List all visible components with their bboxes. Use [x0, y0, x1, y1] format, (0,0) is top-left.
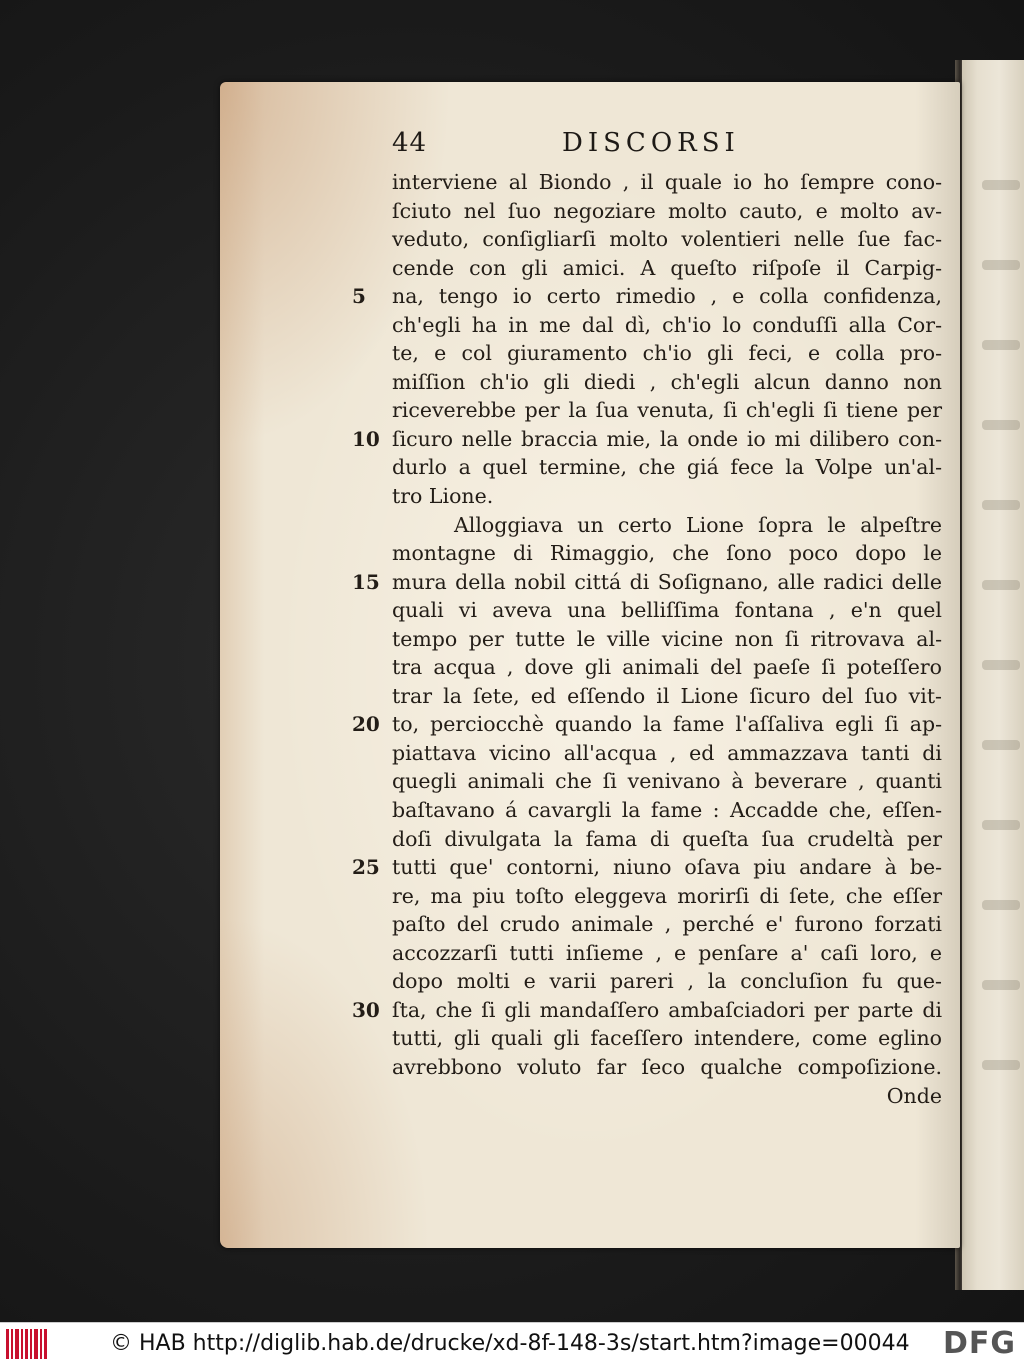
text-line [352, 710, 942, 739]
line-number: 30 [352, 997, 380, 1022]
text-line [392, 682, 942, 711]
library-barcode-icon [6, 1329, 48, 1359]
text-line [352, 568, 942, 597]
page-header [392, 128, 782, 162]
text-line [392, 767, 942, 796]
line-text: riceverebbe per la ſua venuta, ſi ch'egli ſi tiene per [392, 398, 942, 423]
line-text: doſi divulgata la fama di queſta ſua crudeltà per [392, 826, 942, 851]
line-text: re, ma piu toſto eleggeva morirſi di ſete, che eſſer [392, 883, 942, 908]
line-number: 5 [352, 284, 366, 309]
line-text: piattava vicino all'acqua , ed ammazzava tanti di [392, 740, 942, 765]
text-line [392, 967, 942, 996]
line-text: trar la ſete, ed eſſendo il Lione ſicuro del ſuo vit- [392, 683, 942, 708]
line-text: to, perciocchè quando la fame l'aſſaliva egli ſi ap- [392, 712, 942, 737]
line-text: Alloggiava un certo Lione ſopra le alpeſtre [454, 512, 942, 537]
line-text: accozzarſi tutti inſieme , e penſare a' caſi loro, e [392, 940, 942, 965]
text-line [392, 796, 942, 825]
line-text: quali vi aveva una belliſſima fontana , e'n quel [392, 598, 942, 623]
line-text: cende con gli amici. A queſto riſpoſe il Carpig- [392, 255, 942, 280]
page-number: 44 [392, 128, 428, 158]
text-line [392, 1053, 942, 1082]
line-text: te, e col giuramento ch'io gli feci, e colla pro- [392, 341, 942, 366]
text-line [392, 910, 942, 939]
ghost-text-line [982, 1060, 1020, 1070]
text-line [392, 596, 942, 625]
line-number: 25 [352, 855, 380, 880]
line-text: dopo molti e varii pareri , la concluſion fu que- [392, 969, 942, 994]
line-number: 10 [352, 426, 380, 451]
text-line [392, 739, 942, 768]
line-text: durlo a quel termine, che giá fece la Volpe un'al- [392, 455, 942, 480]
dfg-logo: DFG [942, 1326, 1016, 1361]
text-line [352, 282, 942, 311]
book-page [220, 82, 960, 1248]
line-text: baſtavano á cavargli la fame : Accadde che, eſſen- [392, 798, 942, 823]
text-line [392, 539, 942, 568]
ghost-text-line [982, 740, 1020, 750]
line-text: ſicuro nelle braccia mie, la onde io mi dilibero con- [392, 426, 942, 451]
line-text: avrebbono voluto far ſeco qualche compoſizione. [392, 1054, 942, 1079]
text-line [392, 882, 942, 911]
line-text: miſſion ch'io gli diedi , ch'egli alcun danno non [392, 369, 942, 394]
text-line [392, 197, 942, 226]
line-text: ſta, che ſi gli mandaſſero ambaſciadori per parte di [392, 997, 942, 1022]
ghost-text-line [982, 260, 1020, 270]
text-line [352, 425, 942, 454]
line-text: tempo per tutte le ville vicine non ſi ritrovava al- [392, 626, 942, 651]
copyright-text: © HAB http://diglib.hab.de/drucke/xd-8f-148-3s/start.htm?image=00044 [110, 1331, 910, 1356]
line-text: mura della nobil cittá di Soſignano, alle radici delle [392, 569, 942, 594]
line-text: quegli animali che ſi venivano à beverare , quanti [392, 769, 942, 794]
line-text: ſciuto nel ſuo negoziare molto cauto, e molto av- [392, 198, 942, 223]
text-line [392, 396, 942, 425]
line-text: tutti, gli quali gli faceſſero intendere, come eglino [392, 1026, 942, 1051]
ghost-text-line [982, 580, 1020, 590]
next-page-edge [962, 60, 1024, 1290]
text-line [392, 168, 942, 197]
ghost-text-line [982, 500, 1020, 510]
ghost-text-line [982, 820, 1020, 830]
text-line [392, 453, 942, 482]
line-text: tra acqua , dove gli animali del paeſe ſi poteſſero [392, 655, 942, 680]
viewer-footer [0, 1322, 1024, 1365]
running-head: DISCORSI [562, 128, 740, 158]
ghost-text-line [982, 900, 1020, 910]
catchword: Onde [886, 1083, 942, 1108]
text-line [392, 939, 942, 968]
text-line [392, 368, 942, 397]
line-text: paſto del crudo animale , perché e' furono forzati [392, 912, 942, 937]
ghost-text-line [982, 420, 1020, 430]
text-line [392, 254, 942, 283]
text-line [392, 653, 942, 682]
ghost-text-line [982, 660, 1020, 670]
ghost-text-line [982, 980, 1020, 990]
ghost-text-line [982, 180, 1020, 190]
text-line [392, 625, 942, 654]
body-text [352, 168, 942, 1110]
line-text: interviene al Biondo , il quale io ho ſempre cono- [392, 170, 942, 194]
text-line [392, 511, 942, 540]
text-line [392, 1024, 942, 1053]
text-line [392, 825, 942, 854]
line-text: na, tengo io certo rimedio , e colla confidenza, [392, 284, 942, 309]
line-text: montagne di Rimaggio, che ſono poco dopo le [392, 541, 942, 566]
text-line [352, 996, 942, 1025]
line-text: tro Lione. [392, 484, 494, 509]
text-line [392, 311, 942, 340]
line-text: tutti que' contorni, niuno oſava piu andare à be- [392, 855, 942, 880]
line-number: 20 [352, 712, 380, 737]
text-line [392, 482, 942, 511]
line-text: veduto, conſigliarſi molto volentieri nelle ſue fac- [392, 227, 942, 252]
line-text: ch'egli ha in me dal dì, ch'io lo conduſſi alla Cor- [392, 312, 942, 337]
ghost-text-line [982, 340, 1020, 350]
text-line [352, 853, 942, 882]
text-line [392, 339, 942, 368]
text-line [392, 225, 942, 254]
line-number: 15 [352, 569, 380, 594]
